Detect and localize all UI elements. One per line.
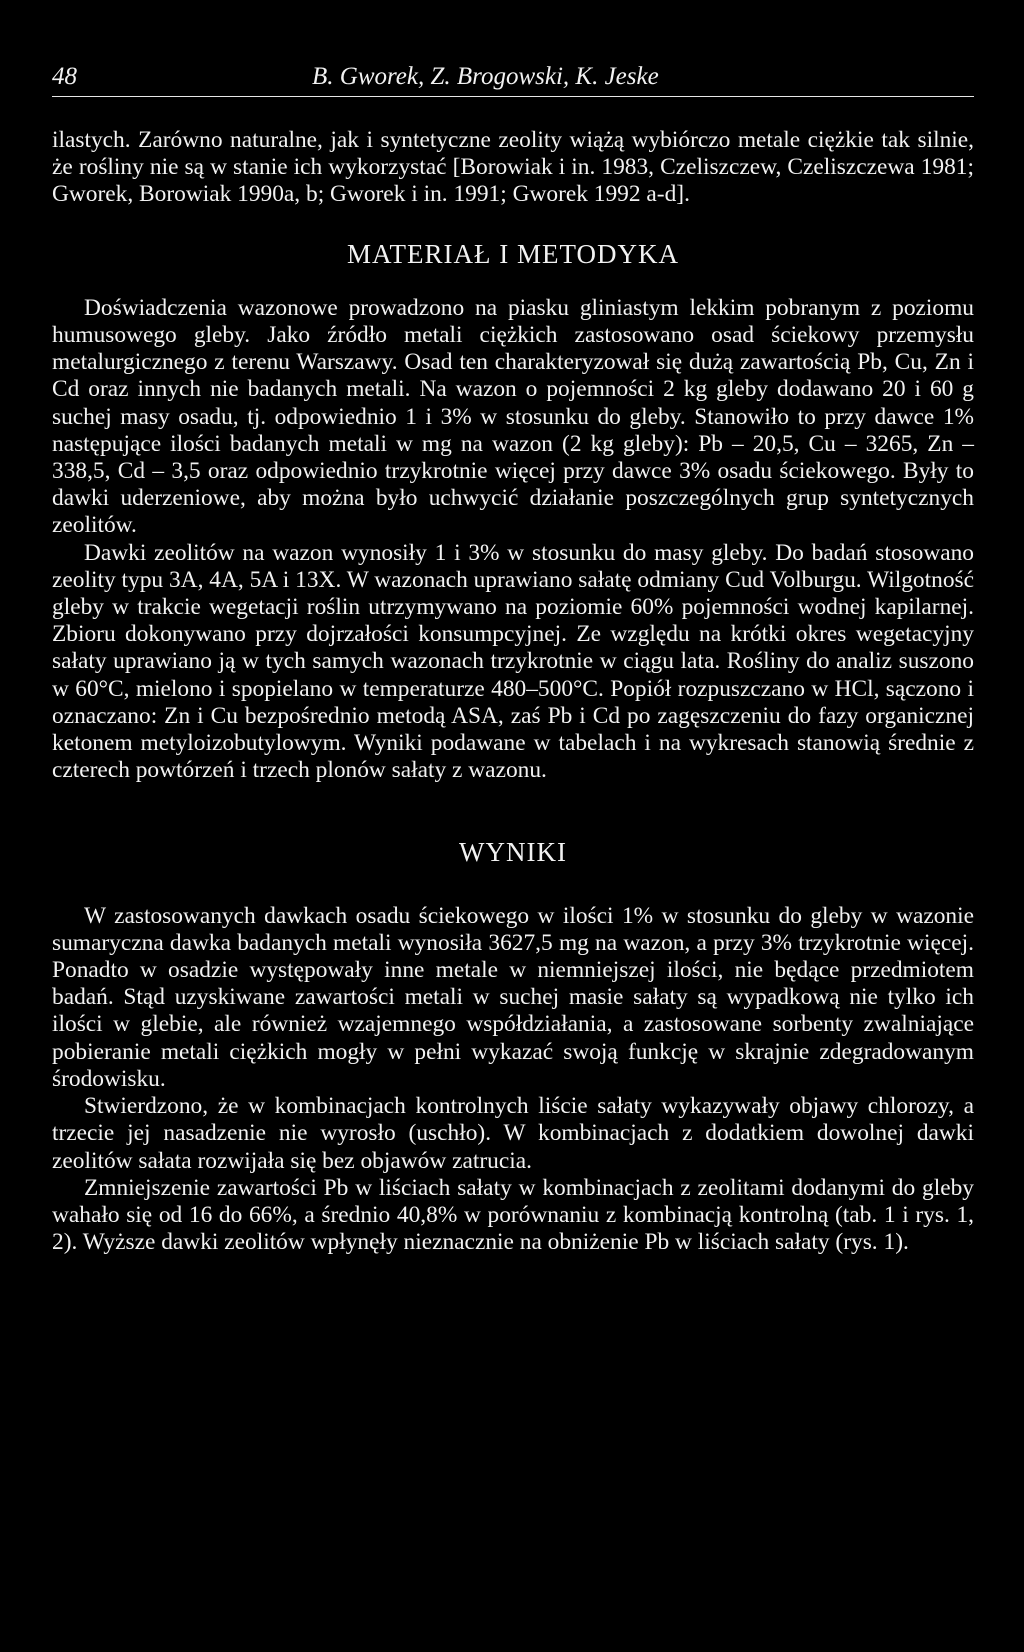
section-heading-results: WYNIKI [459,837,567,868]
running-title: B. Gworek, Z. Brogowski, K. Jeske [312,63,659,90]
results-paragraph: Stwierdzono, że w kombinacjach kontrolnych liście sałaty wykazywały objawy chlorozy, a trzecie jej nasadzenie nie wyrosło (uschło). W kombinacjach z dodatkiem dowolnej dawki zeolitów sałata rozwijała się bez objawów zatrucia. [52,1093,974,1174]
document-page [52,62,974,1256]
document-body [52,127,974,1256]
page-number: 48 [52,63,77,90]
section-heading-materials: MATERIAŁ I METODYKA [347,238,679,269]
intro-paragraph: ilastych. Zarówno naturalne, jak i syntetyczne zeolity wiążą wybiórczo metale ciężkie tak silnie, że rośliny nie są w stanie ich wykorzystać [Borowiak i in. 1983, Czeliszczew, Czeliszczewa 1981; Gworek, Borowiak 1990a, b; Gworek i in. 1991; Gworek 1992 a-d]. [52,127,974,208]
running-header [52,62,974,97]
results-paragraph: Zmniejszenie zawartości Pb w liściach sałaty w kombinacjach z zeolitami dodanymi do gleby wahało się od 16 do 66%, a średnio 40,8% w porównaniu z kombinacją kontrolną (tab. 1 i rys. 1, 2). Wyższe dawki zeolitów wpłynęły nieznacznie na obniżenie Pb w liściach sałaty (rys. 1). [52,1174,974,1256]
results-paragraph: W zastosowanych dawkach osadu ściekowego w ilości 1% w stosunku do gleby w wazonie sumaryczna dawka badanych metali wynosiła 3627,5 mg na wazon, a przy 3% trzykrotnie więcej. Ponadto w osadzie występowały inne metale w niemniejszej ilości, nie będące przedmiotem badań. Stąd uzyskiwane zawartości metali w suchej masie sałaty są wypadkową nie tylko ich ilości w glebie, ale również wzajemnego współdziałania, a zastosowane sorbenty zwalniające pobieranie metali ciężkich mogły w pełni wykazać swoją funkcję w skrajnie zdegradowanym środowisku. [52,902,974,1092]
materials-paragraph: Doświadczenia wazonowe prowadzono na piasku gliniastym lekkim pobranym z poziomu humusowego gleby. Jako źródło metali ciężkich zastosowano osad ściekowy przemysłu metalurgicznego z terenu Warszawy. Osad ten charakteryzował się dużą zawartością Pb, Cu, Zn i Cd oraz innych nie badanych metali. Na wazon o pojemności 2 kg gleby dodawano 20 i 60 g suchej masy osadu, tj. odpowiednio 1 i 3% w stosunku do gleby. Stanowiło to przy dawce 1% następujące ilości badanych metali w mg na wazon (2 kg gleby): Pb – 20,5, Cu – 3265, Zn – 338,5, Cd – 3,5 oraz odpowiednio trzykrotnie więcej przy dawce 3% osadu ściekowego. Były to dawki uderzeniowe, aby można było uchwycić działanie poszczególnych grup syntetycznych zeolitów. [52,294,974,539]
materials-paragraph: Dawki zeolitów na wazon wynosiły 1 i 3% w stosunku do masy gleby. Do badań stosowano zeolity typu 3A, 4A, 5A i 13X. W wazonach uprawiano sałatę odmiany Cud Volburgu. Wilgotność gleby w trakcie wegetacji roślin utrzymywano na poziomie 60% pojemności wodnej kapilarnej. Zbioru dokonywano przy dojrzałości konsumpcyjnej. Ze względu na krótki okres wegetacyjny sałaty uprawiano ją w tych samych wazonach trzykrotnie w ciągu lata. Rośliny do analiz suszono w 60°C, mielono i spopielano w temperaturze 480–500°C. Popiół rozpuszczano w HCl, sączono i oznaczano: Zn i Cu bezpośrednio metodą ASA, zaś Pb i Cd po zagęszczeniu do fazy organicznej ketonem metyloizobutylowym. Wyniki podawane w tabelach i na wykresach stanowią średnie z czterech powtórzeń i trzech plonów sałaty z wazonu. [52,539,974,784]
